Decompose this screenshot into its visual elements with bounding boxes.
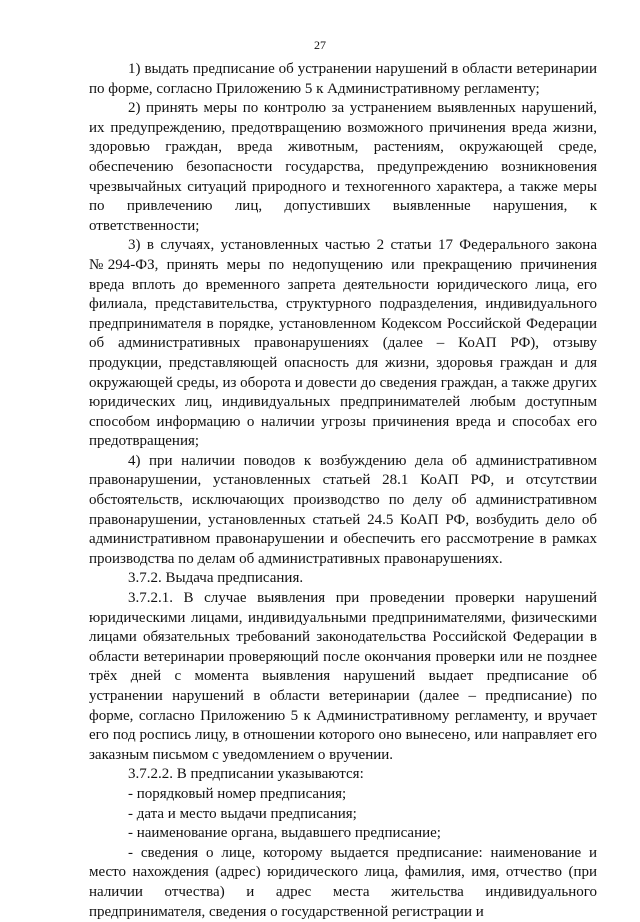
paragraph-3-7-2-1: 3.7.2.1. В случае выявления при проведении проверки нарушений юридическими лицами, индивидуальными предпринимателями, физическими лицами обязательных требований законодательства Российской Федерации в области ветеринарии проверяющий после окончания проверки или не позднее трёх дней с момента выявления нарушений выдает предписание об устранении нарушений в области ветеринарии (далее – предписание) по форме, согласно Приложению 5 к Административному регламенту, и вручает его под роспись лицу, в отношении которого оно вынесено, или направляет его заказным письмом с уведомлением о вручении. (89, 590, 597, 763)
page-number: 27 (314, 38, 326, 52)
list-item: - порядковый номер предписания; (128, 785, 347, 802)
section-heading-3-7-2: 3.7.2. Выдача предписания. (128, 570, 304, 587)
paragraph-item-4: 4) при наличии поводов к возбуждению дела об административном правонарушении, установленных статьей 28.1 КоАП РФ, и отсутствии обстоятельств, исключающих производство по делу об административном правонарушении, установленных статьей 24.5 КоАП РФ, возбудить дело об административном правонарушении и обеспечить его рассмотрение в рамках производства по делам об административных правонарушениях. (89, 452, 597, 567)
paragraph-item-2: 2) принять меры по контролю за устранением выявленных нарушений, их предупреждению, предотвращению возможного причинения вреда жизни, здоровью граждан, вреда животным, растениям, окружающей среде, обеспечению безопасности государства, предупреждению возникновения чрезвычайных ситуаций природного и техногенного характера, а также меры по привлечению лиц, допустивших выявленные нарушения, к ответственности; (89, 100, 597, 234)
paragraph-item-1: 1) выдать предписание об устранении нарушений в области ветеринарии по форме, согласно Приложению 5 к Административному регламенту; (89, 61, 597, 97)
list-item: - дата и место выдачи предписания; (128, 805, 357, 822)
paragraph-item-3: 3) в случаях, установленных частью 2 статьи 17 Федерального закона №294-ФЗ, принять меры по недопущению или прекращению причинения вреда вплоть до временного запрета деятельности юридического лица, его филиала, представительства, структурного подразделения, индивидуального предпринимателя в порядке, установленном Кодексом Российской Федерации об административных правонарушениях (далее – КоАП РФ), отзыву продукции, представляющей опасность для жизни, здоровья граждан и для окружающей среды, из оборота и довести до сведения граждан, а также других юридических лиц, индивидуальных предпринимателей любым доступным способом информацию о наличии угрозы причинения вреда и способах его предотвращения; (89, 237, 597, 450)
paragraph-3-7-2-2: 3.7.2.2. В предписании указываются: (128, 766, 364, 783)
list-item: - сведения о лице, которому выдается предписание: наименование и место нахождения (адрес) юридического лица, фамилия, имя, отчество (при наличии отчества) и адрес места жительства индивидуального предпринимателя, сведения о государственной регистрации и (89, 844, 597, 920)
list-item: - наименование органа, выдавшего предписание; (128, 825, 441, 842)
document-body (89, 60, 597, 922)
